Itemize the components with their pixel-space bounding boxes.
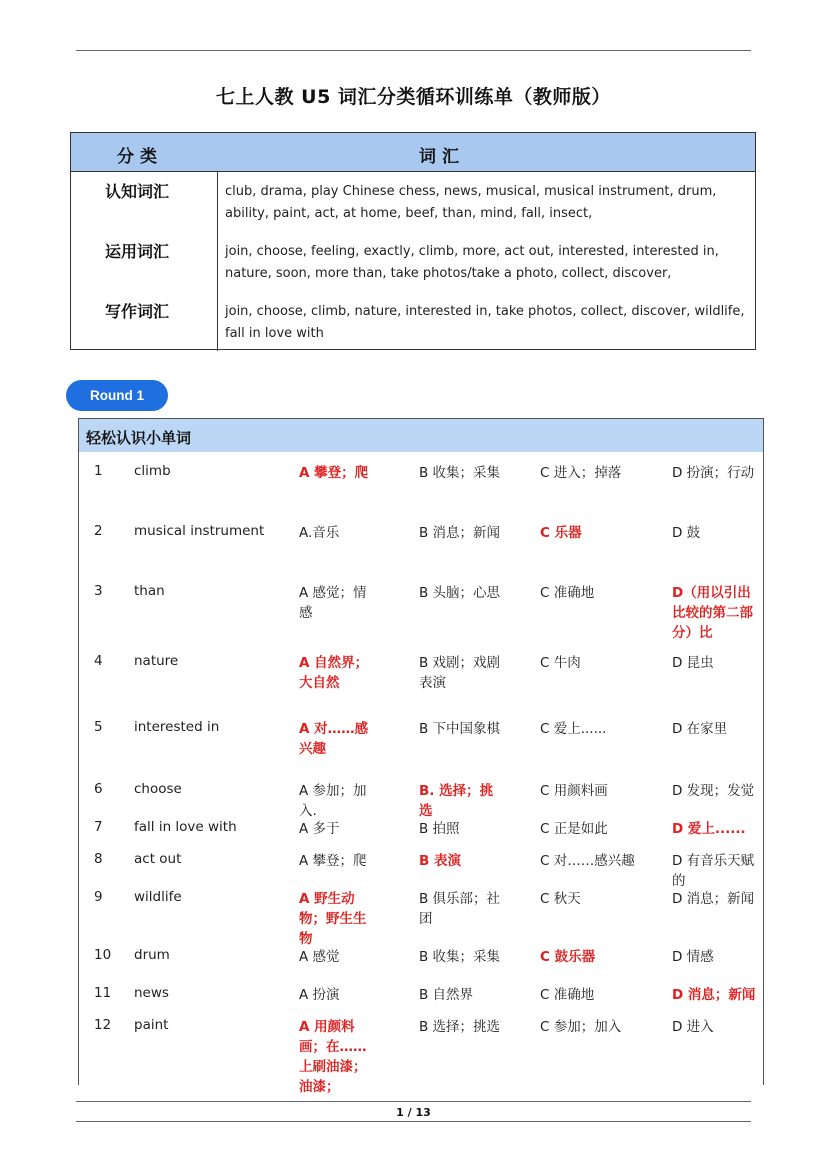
option-b: B 消息；新闻 — [419, 525, 501, 541]
header-vocab: 词汇 — [419, 147, 465, 167]
page-title: 七上人教 U5 词汇分类循环训练单（教师版） — [216, 86, 611, 108]
exercise-box — [78, 418, 764, 1095]
option-d: D 消息；新闻 — [672, 987, 756, 1003]
option-d: D 爱上...... — [672, 821, 746, 837]
option-c: C 参加；加入 — [540, 1019, 622, 1035]
option-d: D 昆虫 — [672, 655, 714, 671]
question-number: 12 — [94, 1017, 112, 1033]
option-d: D 鼓 — [672, 525, 701, 541]
option-d: D 进入 — [672, 1019, 714, 1035]
option-b: B 自然界 — [419, 987, 474, 1003]
section-title: 轻松认识小单词 — [86, 429, 192, 447]
vocab-table — [70, 132, 756, 350]
option-a: A 攀登；爬 — [299, 465, 369, 481]
option-c: C 爱上...... — [540, 721, 607, 737]
footer-rule — [76, 1101, 751, 1102]
option-b: B 拍照 — [419, 821, 460, 837]
option-a: A 用颜料画；在……上刷油漆；油漆； — [299, 1019, 367, 1095]
question-word: nature — [134, 653, 179, 669]
question-word: wildlife — [134, 889, 182, 905]
question-word: paint — [134, 1017, 169, 1033]
option-a: A.音乐 — [299, 525, 340, 541]
question-word: choose — [134, 781, 182, 797]
question-number: 3 — [94, 583, 103, 599]
option-c: C 进入；掉落 — [540, 465, 622, 481]
option-b: B 收集；采集 — [419, 949, 501, 965]
question-number: 9 — [94, 889, 103, 905]
option-c: C 乐器 — [540, 525, 582, 541]
vocab-category: 认知词汇 — [105, 182, 170, 201]
option-d: D 情感 — [672, 949, 714, 965]
option-c: C 牛肉 — [540, 655, 581, 671]
vocab-category: 写作词汇 — [105, 302, 170, 321]
footer-rule — [76, 1121, 751, 1122]
option-d: D 在家里 — [672, 721, 728, 737]
question-number: 5 — [94, 719, 103, 735]
option-b: B 戏剧；戏剧表演 — [419, 655, 501, 691]
question-number: 6 — [94, 781, 103, 797]
option-a: A 扮演 — [299, 987, 340, 1003]
question-word: news — [134, 985, 169, 1001]
option-b: B. 选择；挑选 — [419, 783, 494, 819]
exercise-header — [79, 419, 763, 452]
option-d: D 发现；发觉 — [672, 783, 755, 799]
vocab-row — [71, 291, 755, 351]
page-number: 1 / 13 — [396, 1106, 431, 1119]
vocab-words: join, choose, feeling, exactly, climb, more, act out, interested, interested in, nature, soon, more than, take photos/take a photo, collect, discover, — [225, 244, 719, 281]
question-number: 1 — [94, 463, 103, 479]
vocab-row — [71, 231, 755, 291]
question-number: 7 — [94, 819, 103, 835]
question-number: 11 — [94, 985, 112, 1001]
option-a: A 对……感兴趣 — [299, 721, 369, 757]
question-word: climb — [134, 463, 171, 479]
question-number: 10 — [94, 947, 112, 963]
question-word: act out — [134, 851, 182, 867]
question-number: 8 — [94, 851, 103, 867]
option-d: D 有音乐天赋的 — [672, 853, 755, 889]
option-b: B 俱乐部；社团 — [419, 891, 501, 927]
header-rule — [76, 50, 751, 51]
option-c: C 对……感兴趣 — [540, 853, 635, 869]
question-word: interested in — [134, 719, 220, 735]
option-b: B 头脑；心思 — [419, 585, 501, 601]
option-d: D 扮演；行动 — [672, 465, 755, 481]
option-c: C 准确地 — [540, 987, 595, 1003]
option-b: B 收集；采集 — [419, 465, 501, 481]
option-a: A 野生动物；野生生物 — [299, 891, 367, 947]
option-a: A 感觉 — [299, 949, 340, 965]
question-number: 2 — [94, 523, 103, 539]
option-c: C 秋天 — [540, 891, 581, 907]
vocab-words: club, drama, play Chinese chess, news, musical, musical instrument, drum, ability, paint, act, at home, beef, than, mind, fall, insect, — [225, 184, 717, 221]
header-category: 分类 — [117, 147, 163, 167]
option-b: B 下中国象棋 — [419, 721, 501, 737]
option-a: A 感觉；情感 — [299, 585, 367, 621]
option-c: C 用颜料画 — [540, 783, 608, 799]
question-word: drum — [134, 947, 170, 963]
question-number: 4 — [94, 653, 103, 669]
round-badge: Round 1 — [66, 380, 168, 411]
question-word: musical instrument — [134, 523, 265, 539]
option-a: A 攀登；爬 — [299, 853, 367, 869]
option-c: C 正是如此 — [540, 821, 608, 837]
option-c: C 鼓乐器 — [540, 949, 596, 965]
vocab-table-header — [71, 133, 755, 172]
vocab-row — [71, 171, 755, 231]
option-b: B 表演 — [419, 853, 461, 869]
option-a: A 自然界；大自然 — [299, 655, 369, 691]
option-a: A 参加；加入. — [299, 783, 367, 819]
option-d: D 消息；新闻 — [672, 891, 755, 907]
question-word: than — [134, 583, 165, 599]
vocab-words: join, choose, climb, nature, interested in, take photos, collect, discover, wildlife, fall in love with — [225, 304, 745, 341]
vocab-category: 运用词汇 — [105, 242, 170, 261]
question-word: fall in love with — [134, 819, 237, 835]
option-b: B 选择；挑选 — [419, 1019, 501, 1035]
option-c: C 准确地 — [540, 585, 595, 601]
option-d: D（用以引出比较的第二部分）比 — [672, 585, 753, 641]
option-a: A 多于 — [299, 821, 340, 837]
